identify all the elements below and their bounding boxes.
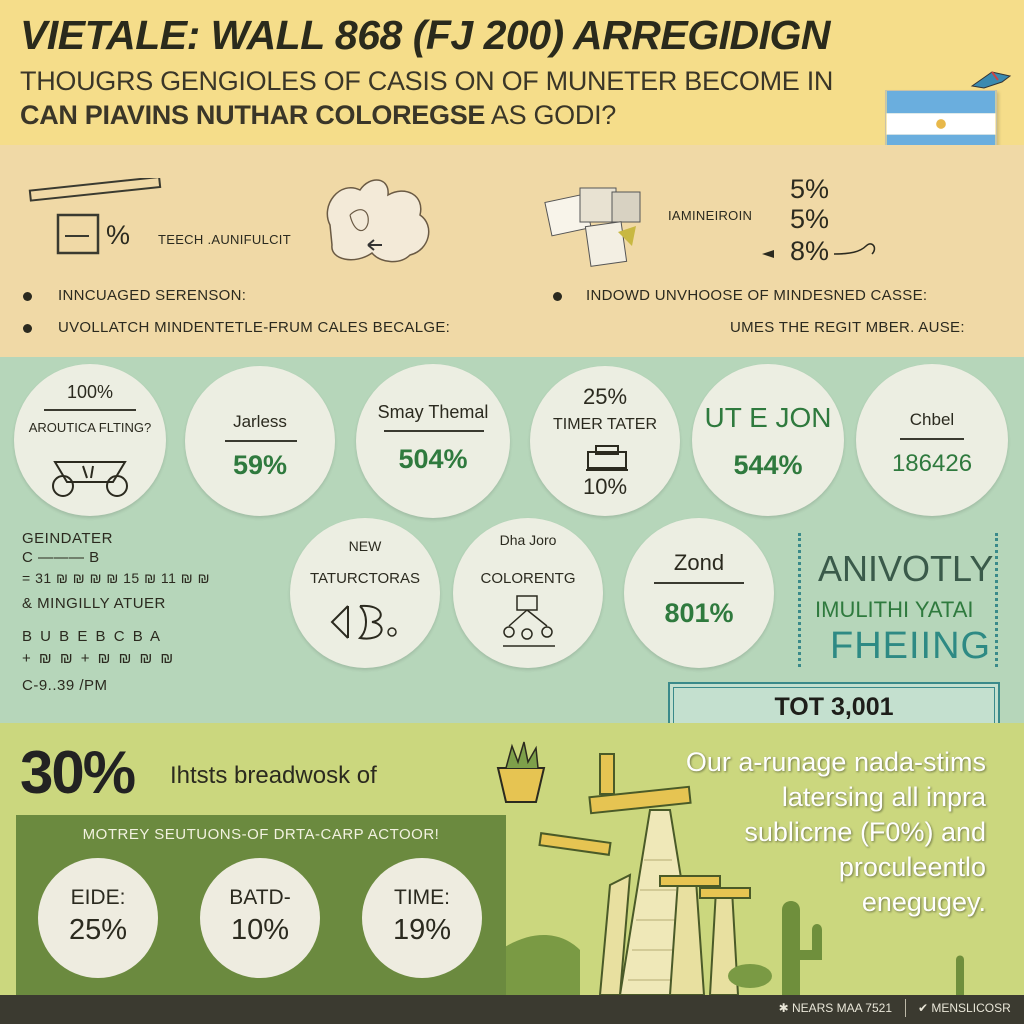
shapes-icon [326, 600, 410, 644]
right-caption: IAMINEIROIN [668, 208, 753, 223]
circle-5-value: 544% [733, 450, 803, 480]
left-caption: TEECH .AUNIFULCIT [158, 232, 291, 247]
subtitle-rest: AS GODI? [490, 100, 616, 130]
note-row-3: = 31 ₪ ₪ ₪ ₪ 15 ₪ 11 ₪ ₪ [22, 570, 210, 586]
bottom-stat-circle-3 [362, 858, 482, 978]
bottom-stat-label: EIDE: [70, 886, 126, 909]
bullet-dot [23, 292, 32, 301]
divider [44, 409, 136, 411]
ruler-icon [28, 178, 168, 202]
circle-7-label: TATURCTORAS [309, 570, 420, 587]
stat-circle-7 [290, 518, 440, 668]
stat-circle-9 [624, 518, 774, 668]
stat-circle-5 [692, 364, 844, 516]
paragraph-line: proculeentlo [838, 852, 986, 882]
bullet-right-2: UMES THE REGIT MBER. AUSE: [730, 319, 965, 336]
divider [654, 582, 744, 584]
subtitle-line-2 [20, 100, 616, 131]
circle-8-top: Dha Joro [499, 532, 557, 548]
bottom-stat-label: TIME: [394, 886, 450, 909]
right-value-1: 5% [790, 174, 830, 204]
paragraph-line: latersing all inpra [781, 782, 986, 812]
stats-panel-title: MOTREY SEUTUONS-OF DRTA-CARP ACTOOR! [82, 826, 440, 843]
circle-3-label: Smay Themal [377, 402, 489, 422]
subtitle-bold: CAN PIAVINS NUTHAR COLOREGSE [20, 100, 486, 130]
car-icon [47, 448, 133, 498]
box-icon [55, 212, 103, 258]
paragraph-line: sublicrne (F0%) and [744, 817, 986, 847]
circle-1-top: 100% [66, 382, 114, 402]
stat-circle-1 [14, 364, 166, 516]
bullet-dot [553, 292, 562, 301]
stat-circle-8 [453, 518, 603, 668]
anivotly-line-1: ANIVOTLY [818, 548, 994, 589]
note-row-5: B U B E B C B A [22, 628, 163, 645]
stat-circle-4 [530, 366, 680, 516]
right-value-3: 8% [790, 236, 830, 266]
subtitle-line-1: THOUGRS GENGIOLES OF CASIS ON OF MUNETER BECOME IN [20, 66, 834, 96]
circle-9-value: 801% [664, 598, 734, 628]
bullet-right-1: INDOWD UNVHOOSE OF MINDESNED CASSE: [586, 287, 928, 304]
circle-4-value: 10% [582, 474, 628, 499]
big-percentage: 30% [20, 739, 135, 806]
footer-separator [905, 999, 906, 1017]
circle-3-value: 504% [398, 444, 468, 474]
people-icon [497, 592, 561, 654]
bottom-stat-value: 10% [230, 914, 290, 946]
description-paragraph [612, 745, 986, 920]
note-row-1: GEINDATER [22, 530, 113, 547]
divider [900, 438, 964, 440]
circle-6-label: Chbel [909, 410, 955, 429]
note-row-6: + ₪ ₪ + ₪ ₪ ₪ ₪ [22, 650, 176, 667]
bottom-stat-label: BATD- [229, 886, 291, 909]
divider [384, 430, 484, 432]
circle-8-label: COLORENTG [480, 570, 576, 587]
paragraph-line: Our a-runage nada-stims [685, 747, 986, 777]
note-row-2: C ——— B [22, 549, 100, 566]
stat-circle-2 [185, 366, 335, 516]
left-pct: % [106, 220, 131, 250]
footer-social-link[interactable]: ✔ MENSLICOSR [918, 1001, 1011, 1015]
note-row-7: C-9..39 /PM [22, 677, 108, 694]
bullet-dot [23, 324, 32, 333]
page-title: VIETALE: WALL 868 (FJ 200) ARREGIDIGN [20, 12, 830, 58]
bottom-stat-circle-1 [38, 858, 158, 978]
bullet-left-1: INNCUAGED SERENSON: [58, 287, 247, 304]
arrow-icon [760, 240, 880, 268]
note-row-4: & MINGILLY ATUER [22, 595, 166, 612]
bullet-left-2: UVOLLATCH MINDENTETLE-FRUM CALES BECALGE: [58, 319, 451, 336]
circle-7-top: NEW [348, 538, 382, 554]
gear-icon [582, 442, 632, 474]
big-percentage-text: Ihtsts breadwosk of [170, 762, 377, 789]
total-box: TOT 3,001 [668, 682, 1000, 732]
bottom-stat-value: 19% [392, 914, 452, 946]
anivotly-line-2: IMULITHI YATAI [815, 597, 974, 622]
circle-9-label: Zond [673, 550, 725, 575]
bottom-stat-value: 25% [68, 914, 128, 946]
anivotly-line-3: FHEIING [830, 625, 992, 667]
divider [225, 440, 297, 442]
animals-illustration-icon [310, 165, 450, 270]
stat-circle-3 [356, 364, 510, 518]
bottom-stat-circle-2 [200, 858, 320, 978]
circle-1-label: AROUTICA FLTING? [28, 420, 152, 435]
circle-4-label: TIMER TATER [553, 416, 657, 433]
documents-icon [540, 180, 660, 270]
right-value-2: 5% [790, 204, 830, 234]
circle-5-label: UT E JON [704, 402, 832, 433]
circle-2-value: 59% [232, 450, 288, 480]
paragraph-line: enegugey. [861, 887, 986, 917]
circle-6-value: 186426 [891, 450, 973, 477]
stat-circle-6 [856, 364, 1008, 516]
circle-2-label: Jarless [233, 412, 287, 431]
circle-4-top: 25% [582, 384, 628, 409]
footer-credit: ✱ NEARS MAA 7521 [778, 1001, 892, 1015]
